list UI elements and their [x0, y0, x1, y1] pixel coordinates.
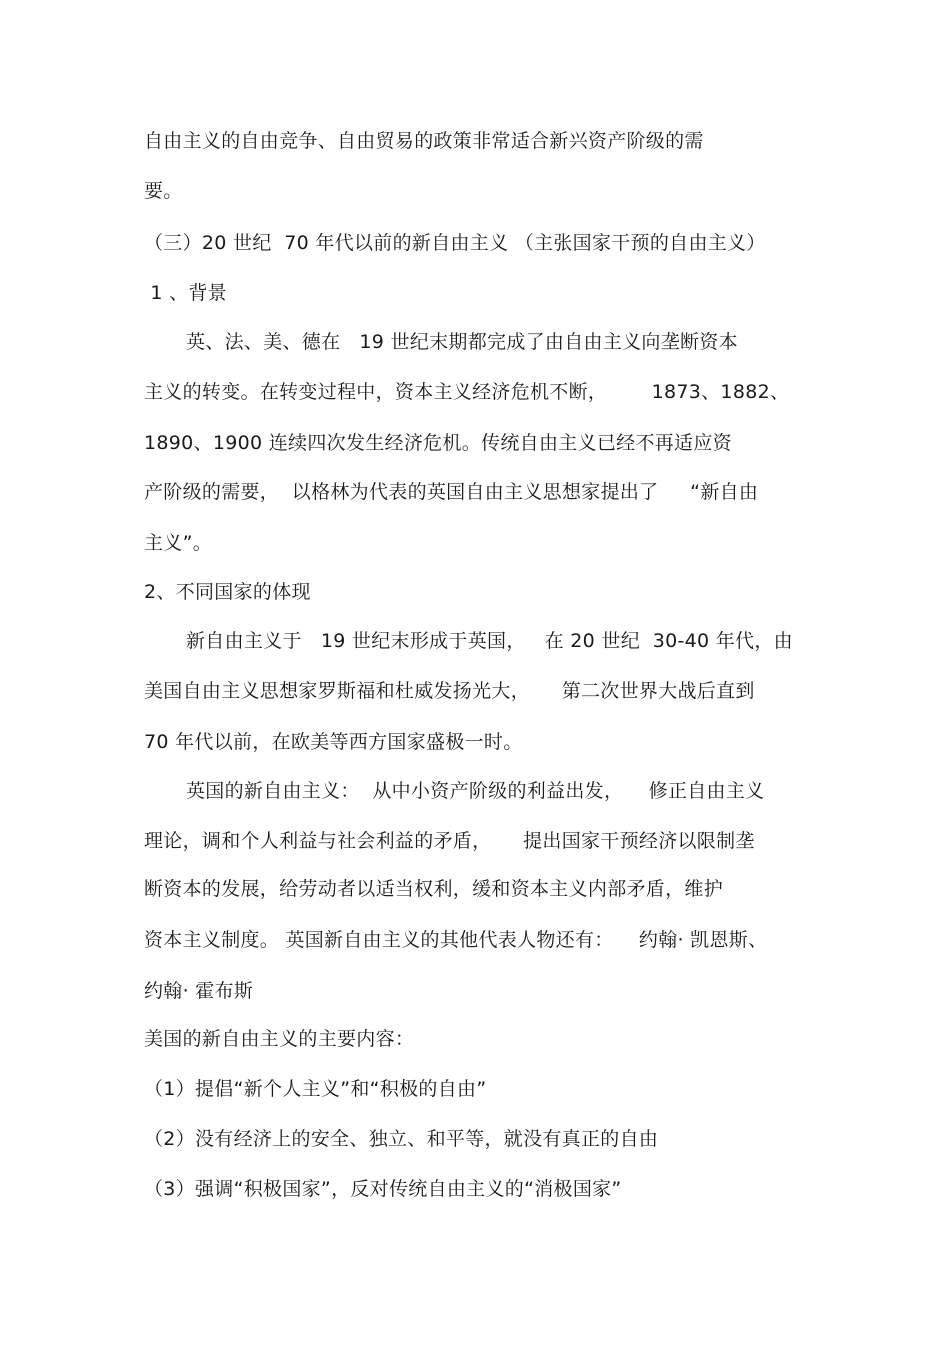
paragraph-line: 要。	[144, 180, 183, 202]
paragraph-line: 理论，调和个人利益与社会利益的矛盾， 提出国家干预经济以限制垄	[144, 830, 755, 852]
paragraph-line: 约翰· 霍布斯	[144, 980, 254, 1002]
paragraph-line: 产阶级的需要， 以格林为代表的英国自由主义思想家提出了 “新自由	[144, 481, 759, 503]
paragraph-line: 断资本的发展，给劳动者以适当权利，缓和资本主义内部矛盾，维护	[144, 878, 724, 900]
list-item: （3）强调“积极国家”，反对传统自由主义的“消极国家”	[144, 1178, 622, 1200]
paragraph-line: 1890、1900 连续四次发生经济危机。传统自由主义已经不再适应资	[144, 432, 732, 454]
paragraph-line: 70 年代以前，在欧美等西方国家盛极一时。	[144, 731, 523, 753]
paragraph-line: 新自由主义于 19 世纪末形成于英国， 在 20 世纪 30-40 年代，由	[186, 630, 793, 652]
paragraph-line: 英、法、美、德在 19 世纪末期都完成了由自由主义向垄断资本	[186, 331, 738, 353]
subsection-heading: 2、不同国家的体现	[144, 581, 311, 603]
paragraph-line: 主义”。	[144, 532, 213, 554]
paragraph-line: 英国的新自由主义： 从中小资产阶级的利益出发， 修正自由主义	[186, 780, 765, 802]
paragraph-line: 主义的转变。在转变过程中，资本主义经济危机不断， 1873、1882、	[144, 381, 790, 403]
paragraph-line: 美国自由主义思想家罗斯福和杜威发扬光大， 第二次世界大战后直到	[144, 680, 755, 702]
list-item: （2）没有经济上的安全、独立、和平等，就没有真正的自由	[144, 1128, 659, 1150]
paragraph-line: 美国的新自由主义的主要内容：	[144, 1028, 415, 1050]
subsection-heading: 1 、背景	[144, 282, 227, 304]
section-heading: （三）20 世纪 70 年代以前的新自由主义 （主张国家干预的自由主义）	[144, 232, 766, 254]
list-item: （1）提倡“新个人主义”和“积极的自由”	[144, 1078, 487, 1100]
paragraph-line: 资本主义制度。 英国新自由主义的其他代表人物还有： 约翰· 凯恩斯、	[144, 929, 768, 951]
paragraph-line: 自由主义的自由竞争、自由贸易的政策非常适合新兴资产阶级的需	[144, 130, 704, 152]
